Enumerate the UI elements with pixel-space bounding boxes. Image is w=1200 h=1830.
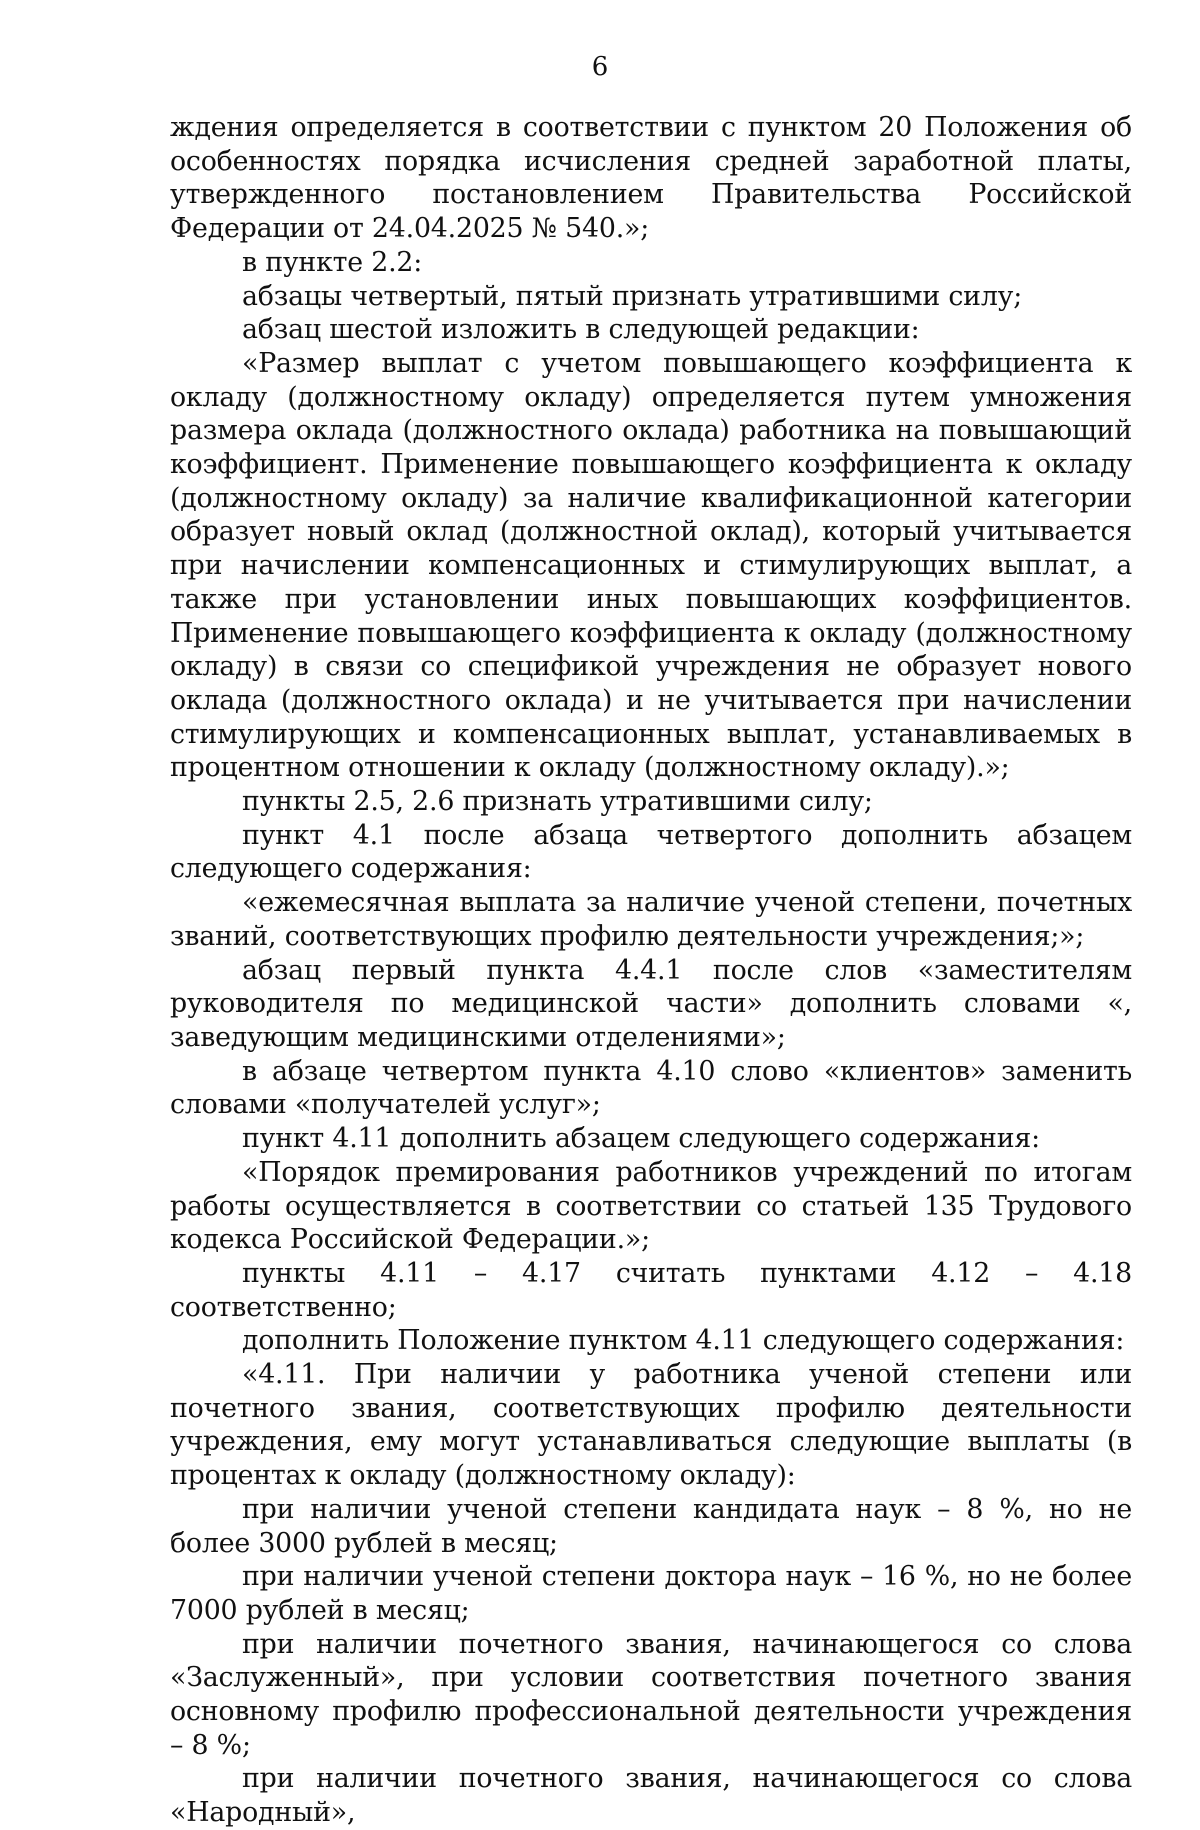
paragraph: при наличии почетного звания, начинающегося со слова «Заслуженный», при условии соответствия почетного звания основному профилю профессиональной деятельности учреждения – 8 %; xyxy=(170,1628,1132,1761)
paragraph: «Размер выплат с учетом повышающего коэффициента к окладу (должностному окладу) определяется путем умножения размера оклада (должностного оклада) работника на повышающий коэффициент. Применение повышающего коэффициента к окладу (должностному окладу) за наличие квалификационной категории образует новый оклад (должностной оклад), который учитывается при начислении компенсационных и стимулирующих выплат, а также при установлении иных повышающих коэффициентов. Применение повышающего коэффициента к окладу (должностному окладу) в связи со спецификой учреждения не образует нового оклада (должностного оклада) и не учитывается при начислении стимулирующих и компенсационных выплат, устанавливаемых в процентном отношении к окладу (должностному окладу).»; xyxy=(170,347,1132,784)
paragraph: в пункте 2.2: xyxy=(242,246,423,278)
paragraph: при наличии ученой степени кандидата наук – 8 %, но не более 3000 рублей в месяц; xyxy=(170,1493,1132,1559)
paragraph: «4.11. При наличии у работника ученой степени или почетного звания, соответствующих профилю деятельности учреждения, ему могут устанавливаться следующие выплаты (в процентах к окладу (должностному окладу): xyxy=(170,1359,1132,1492)
paragraph: в абзаце четвертом пункта 4.10 слово «клиентов» заменить словами «получателей услуг»; xyxy=(170,1055,1132,1121)
paragraph: пункт 4.11 дополнить абзацем следующего содержания: xyxy=(242,1123,1040,1155)
paragraph: абзацы четвертый, пятый признать утратившими силу; xyxy=(242,280,1023,312)
paragraph: дополнить Положение пунктом 4.11 следующего содержания: xyxy=(242,1325,1125,1357)
paragraph: при наличии почетного звания, начинающегося со слова «Народный», xyxy=(170,1763,1132,1829)
paragraph: пункты 2.5, 2.6 признать утратившими силу; xyxy=(242,786,873,818)
paragraph: при наличии ученой степени доктора наук – 16 %, но не более 7000 рублей в месяц; xyxy=(170,1561,1132,1626)
paragraph: пункт 4.1 после абзаца четвертого дополнить абзацем следующего содержания: xyxy=(170,819,1132,885)
page-number: 6 xyxy=(591,52,609,82)
paragraph: пункты 4.11 – 4.17 считать пунктами 4.12 – 4.18 соответственно; xyxy=(170,1257,1132,1323)
paragraph: «ежемесячная выплата за наличие ученой степени, почетных званий, соответствующих профилю деятельности учреждения;»; xyxy=(170,887,1132,952)
paragraph: абзац шестой изложить в следующей редакции: xyxy=(242,314,920,346)
paragraph: ждения определяется в соответствии с пунктом 20 Положения об особенностях порядка исчисления средней заработной платы, утвержденного постановлением Правительства Российской Федерации от 24.04.2025 № 540.»; xyxy=(170,112,1132,245)
paragraph: «Порядок премирования работников учреждений по итогам работы осуществляется в соответствии со статьей 135 Трудового кодекса Российской Федерации.»; xyxy=(170,1156,1132,1256)
document-body xyxy=(170,111,1132,1830)
paragraph: абзац первый пункта 4.4.1 после слов «заместителям руководителя по медицинской части» дополнить словами «, заведующим медицинскими отделениями»; xyxy=(170,954,1132,1053)
